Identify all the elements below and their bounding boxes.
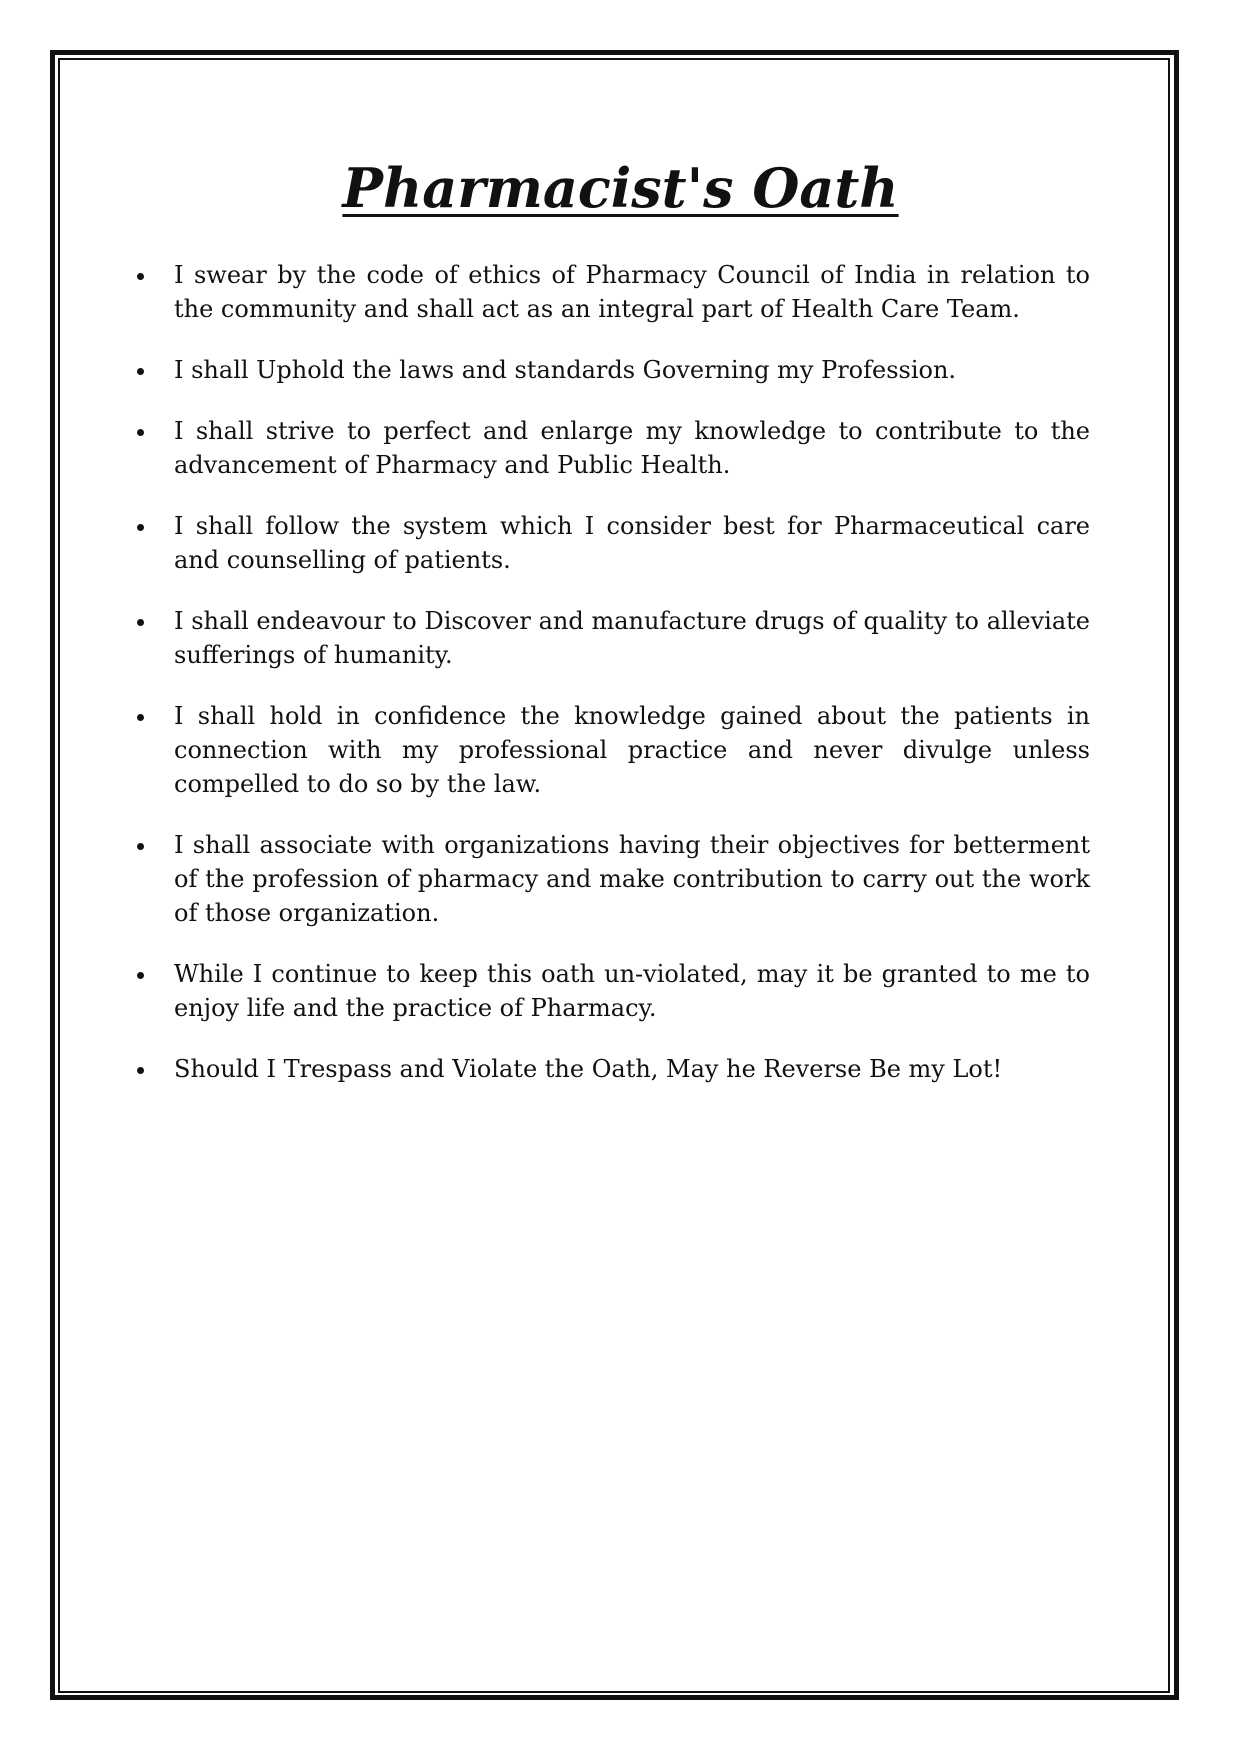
page-title: Pharmacist's Oath — [342, 156, 899, 220]
oath-item-text: I shall strive to perfect and enlarge my knowledge to contribute to the advancement of Pharmacy and Public Health. — [174, 417, 1090, 479]
oath-item-text: I shall Uphold the laws and standards Governing my Profession. — [174, 356, 957, 384]
oath-item-text: Should I Trespass and Violate the Oath, May he Reverse Be my Lot! — [174, 1055, 1003, 1083]
bullet-icon — [137, 972, 144, 979]
oath-item — [126, 699, 1090, 801]
oath-item-text: I shall hold in confidence the knowledge gained about the patients in connection with my professional practice and never divulge unless compelled to do so by the law. — [174, 702, 1090, 798]
bullet-icon — [137, 843, 144, 850]
oath-item-text: I shall endeavour to Discover and manufacture drugs of quality to alleviate sufferings of humanity. — [174, 607, 1090, 669]
bullet-icon — [137, 368, 144, 375]
oath-item — [126, 509, 1090, 577]
oath-item — [126, 1052, 1090, 1086]
oath-item — [126, 604, 1090, 672]
bullet-icon — [137, 714, 144, 721]
bullet-icon — [137, 273, 144, 280]
oath-item — [126, 258, 1090, 326]
bullet-icon — [137, 524, 144, 531]
oath-item-text: While I continue to keep this oath un-violated, may it be granted to me to enjoy life and the practice of Pharmacy. — [174, 960, 1090, 1022]
oath-item-text: I shall follow the system which I consider best for Pharmaceutical care and counselling of patients. — [174, 512, 1090, 574]
bullet-icon — [137, 1067, 144, 1074]
bullet-icon — [137, 429, 144, 436]
oath-list — [126, 258, 1090, 1113]
bullet-icon — [137, 619, 144, 626]
oath-item — [126, 828, 1090, 930]
oath-item-text: I swear by the code of ethics of Pharmacy Council of India in relation to the community and shall act as an integral part of Health Care Team. — [174, 261, 1090, 323]
oath-item — [126, 957, 1090, 1025]
oath-item — [126, 414, 1090, 482]
oath-item — [126, 353, 1090, 387]
oath-item-text: I shall associate with organizations having their objectives for betterment of the profession of pharmacy and make contribution to carry out the work of those organization. — [174, 831, 1090, 927]
